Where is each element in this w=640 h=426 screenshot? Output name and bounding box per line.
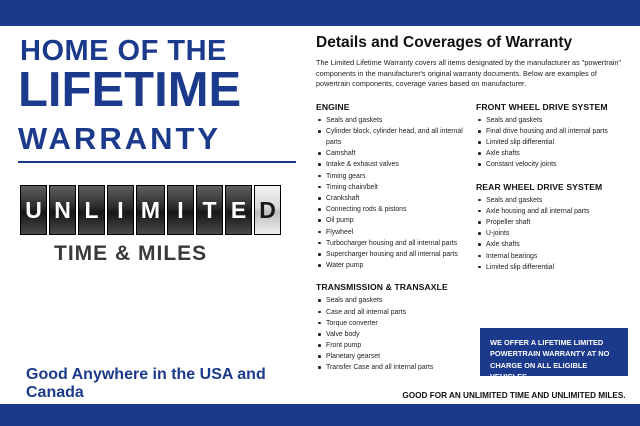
odometer-cell: T: [196, 185, 223, 235]
details-title: Details and Coverages of Warranty: [316, 34, 573, 51]
list-item: Constant velocity joints: [476, 159, 626, 170]
odometer-cell: D: [254, 185, 281, 235]
list-item: Seals and gaskets: [316, 115, 466, 126]
engine-list: [316, 115, 466, 272]
list-item: Water pump: [316, 260, 466, 271]
list-item: Valve body: [316, 329, 466, 340]
list-item: Camshaft: [316, 148, 466, 159]
headline-warranty-wrap: [18, 123, 300, 163]
list-item: Case and all internal parts: [316, 307, 466, 318]
list-item: Limited slip differential: [476, 137, 626, 148]
odometer-cells: [20, 185, 290, 235]
good-anywhere-text: Good Anywhere in the USA and Canada: [26, 366, 266, 401]
list-item: Final drive housing and all internal parts: [476, 126, 626, 137]
list-item: Axle housing and all internal parts: [476, 206, 626, 217]
headline-warranty: WARRANTY: [18, 121, 222, 157]
divider-rule: [18, 161, 296, 163]
list-item: U-joints: [476, 228, 626, 239]
bottom-note: GOOD FOR AN UNLIMITED TIME AND UNLIMITED MILES.: [402, 391, 626, 400]
list-item: Axle shafts: [476, 239, 626, 250]
transmission-list: [316, 295, 466, 373]
list-item: Propeller shaft: [476, 217, 626, 228]
list-item: Axle shafts: [476, 148, 626, 159]
odometer-cell: E: [225, 185, 252, 235]
list-item: Torque converter: [316, 318, 466, 329]
list-item: Timing gears: [316, 171, 466, 182]
section-title-fwd: FRONT WHEEL DRIVE SYSTEM: [476, 101, 608, 112]
list-item: Internal bearings: [476, 251, 626, 262]
list-item: Timing chain/belt: [316, 182, 466, 193]
list-item: Turbocharger housing and all internal parts: [316, 238, 466, 249]
list-item: Limited slip differential: [476, 262, 626, 273]
top-blue-band: [0, 0, 640, 26]
list-item: Front pump: [316, 340, 466, 351]
odometer-graphic: [20, 185, 290, 266]
coverage-column-left: [316, 102, 466, 374]
left-panel: [14, 32, 300, 408]
odometer-cell: L: [78, 185, 105, 235]
odometer-cell: I: [167, 185, 194, 235]
rwd-list: [476, 195, 626, 273]
section-title-engine: ENGINE: [316, 101, 350, 112]
list-item: Seals and gaskets: [476, 115, 626, 126]
time-and-miles-label: TIME & MILES: [54, 242, 208, 266]
list-item: Planetary gearset: [316, 351, 466, 362]
details-intro: The Limited Lifetime Warranty covers all items designated by the manufacturer as "powertrain" components in the manufacturer's original warranty documents. Below are examples of powertrain components, coverage varies based on manufacturer.: [316, 58, 622, 89]
list-item: Cylinder block, cylinder head, and all internal parts: [316, 126, 466, 148]
headline-home-of-the: HOME OF THE: [20, 35, 227, 67]
section-title-transmission: TRANSMISSION & TRANSAXLE: [316, 282, 448, 293]
right-panel: [316, 34, 628, 374]
odometer-cell: M: [136, 185, 165, 235]
odometer-cell: N: [49, 185, 76, 235]
list-item: Supercharger housing and all internal parts: [316, 249, 466, 260]
list-item: Seals and gaskets: [476, 195, 626, 206]
warranty-callout-box: WE OFFER A LIFETIME LIMITED POWERTRAIN WARRANTY AT NO CHARGE ON ALL ELIGIBLE VEHICLES.: [480, 328, 628, 376]
list-item: Flywheel: [316, 227, 466, 238]
section-title-rwd: REAR WHEEL DRIVE SYSTEM: [476, 181, 603, 192]
list-item: Connecting rods & pistons: [316, 204, 466, 215]
list-item: Intake & exhaust valves: [316, 159, 466, 170]
list-item: Transfer Case and all internal parts: [316, 362, 466, 373]
odometer-cell: I: [107, 185, 134, 235]
list-item: Oil pump: [316, 215, 466, 226]
fwd-list: [476, 115, 626, 171]
headline-lifetime: LIFETIME: [18, 63, 242, 118]
odometer-cell: U: [20, 185, 47, 235]
list-item: Seals and gaskets: [316, 295, 466, 306]
list-item: Crankshaft: [316, 193, 466, 204]
